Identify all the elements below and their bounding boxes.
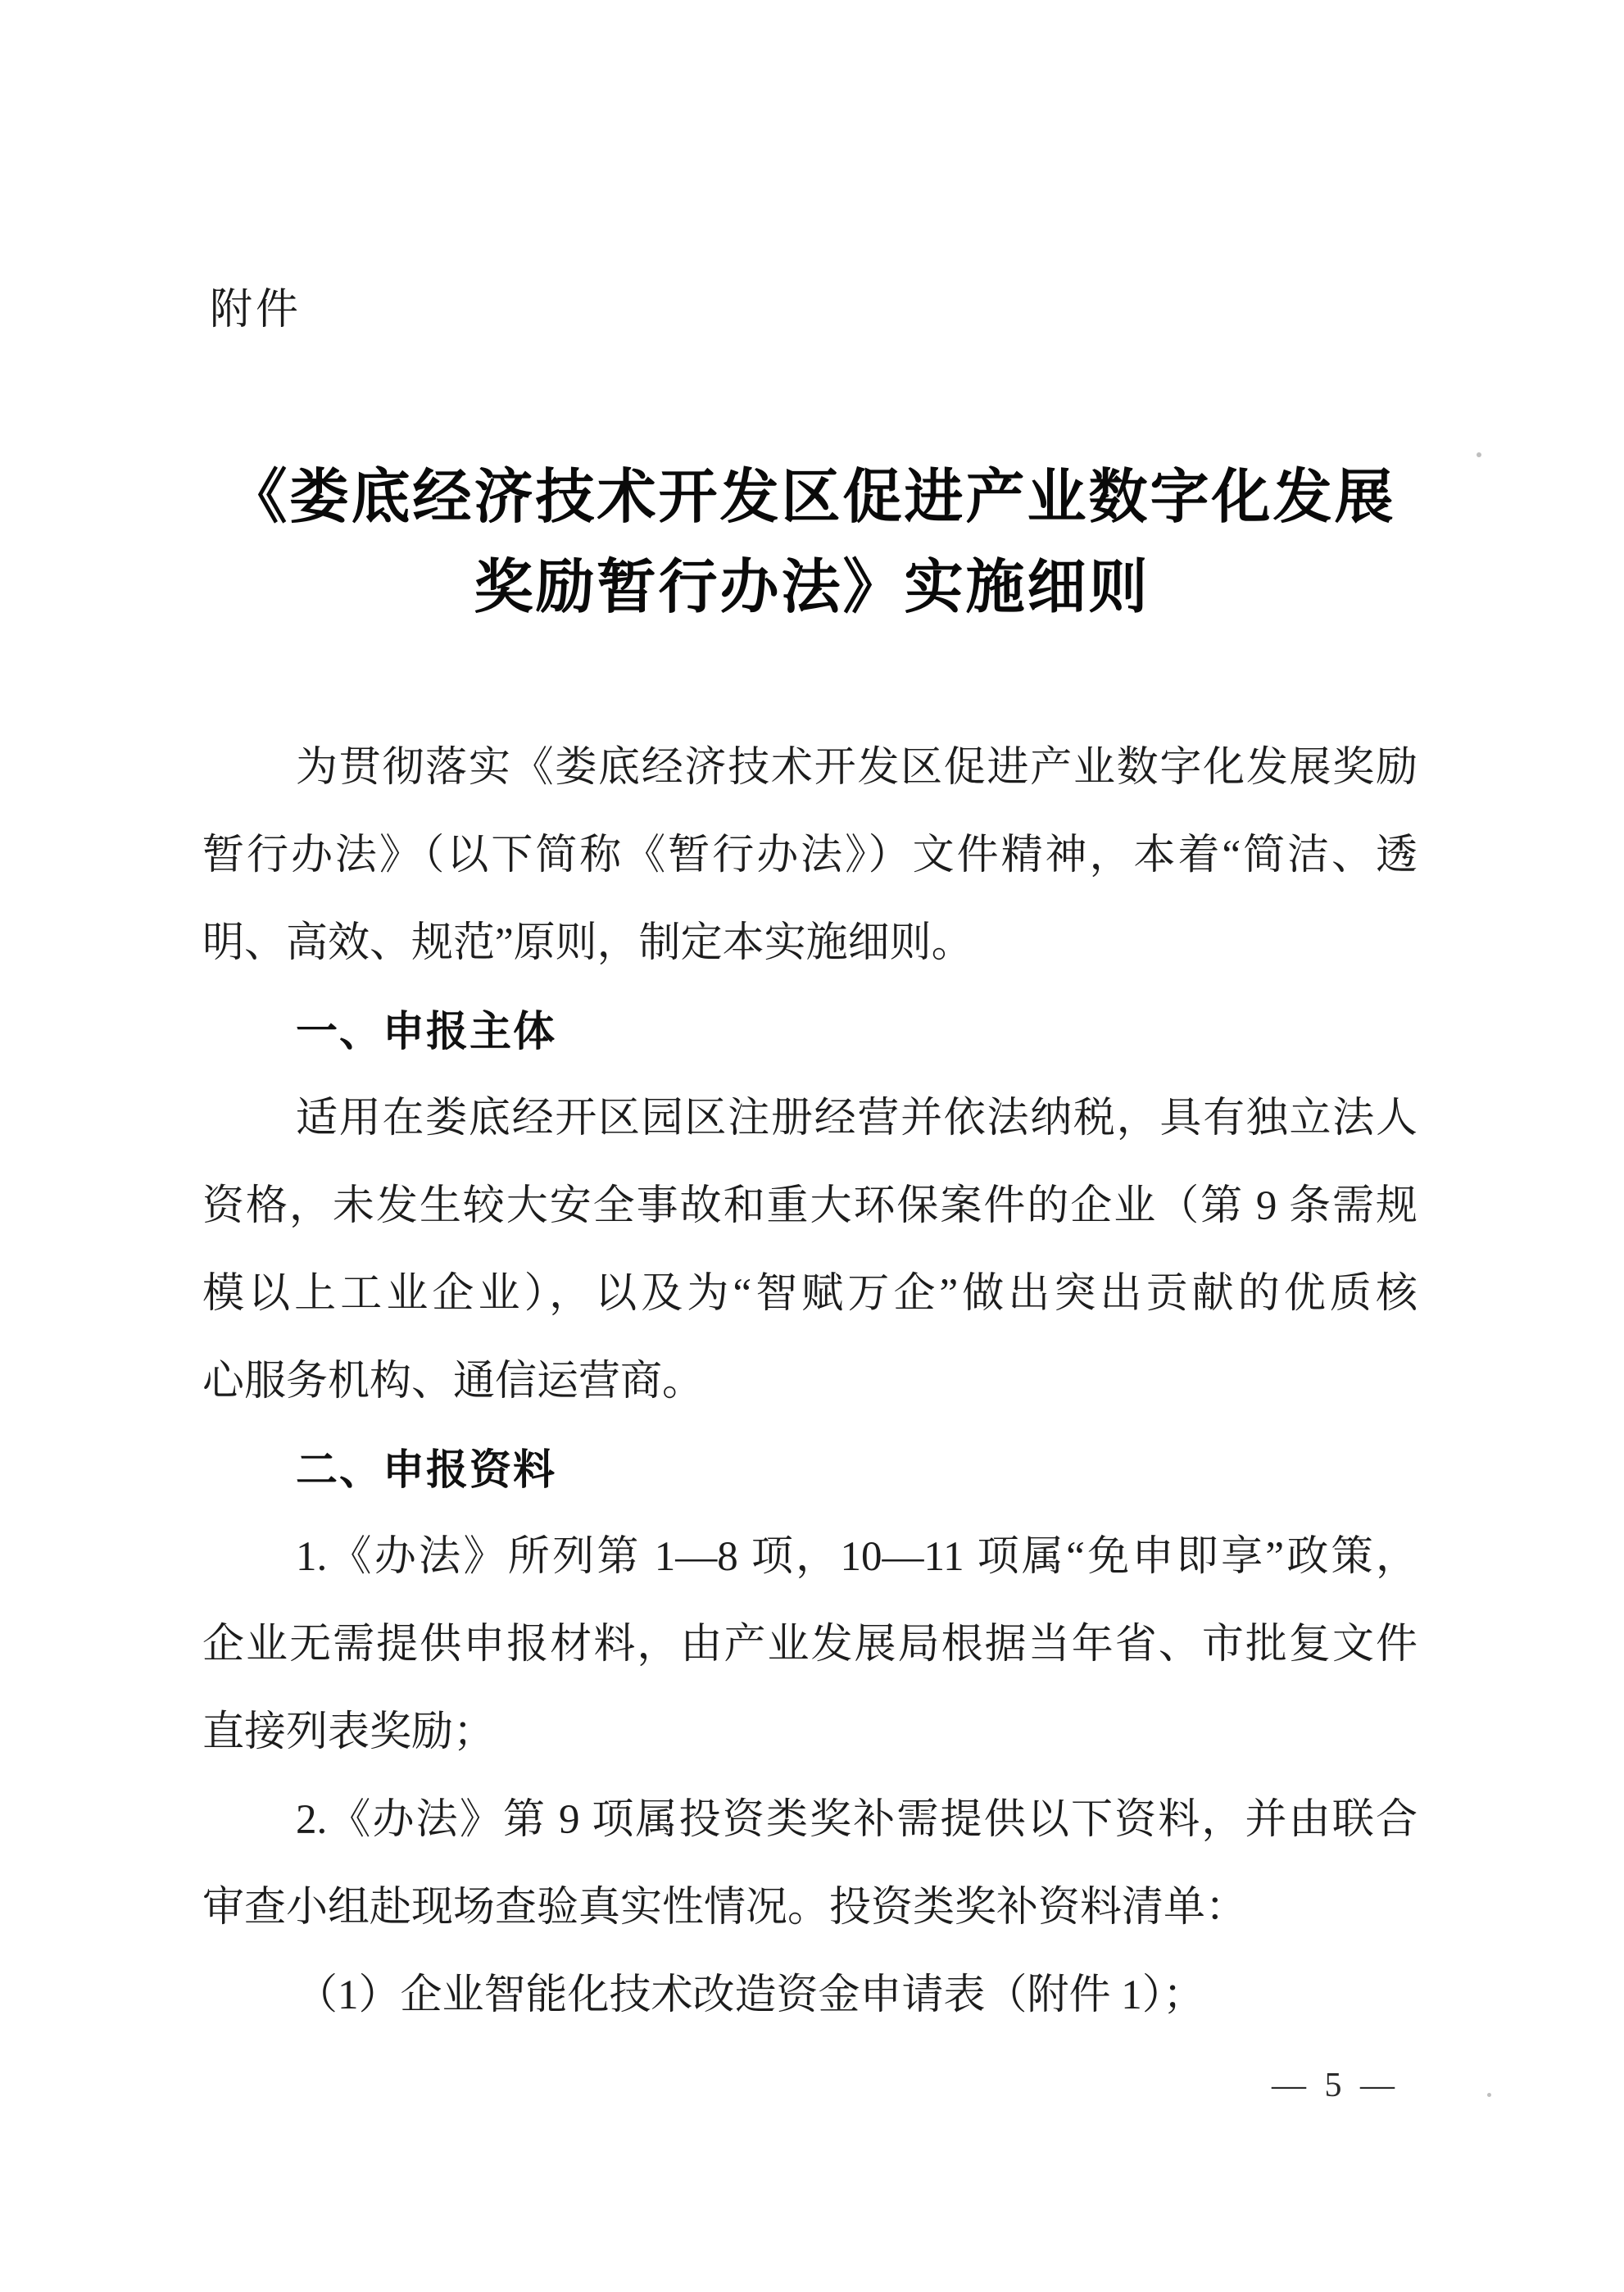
- document-title: [0, 452, 1624, 633]
- paragraph-line: 直接列表奖励；: [202, 1709, 496, 1755]
- scan-speck: [1487, 2093, 1491, 2097]
- title-line-1: 《娄底经济技术开发区促进产业数字化发展: [228, 465, 1396, 530]
- document-body: [202, 724, 1418, 2040]
- paragraph-line: 适用在娄底经开区园区注册经营并依法纳税，具有独立法人: [296, 1096, 1418, 1141]
- paragraph-line: （1）企业智能化技术改造资金申请表（附件 1）；: [296, 1972, 1205, 2018]
- scan-speck: [1477, 452, 1481, 457]
- section-heading-2: 二、申报资料: [296, 1446, 557, 1493]
- section-heading-1: 一、申报主体: [296, 1008, 557, 1055]
- paragraph-line: 2.《办法》第 9 项属投资类奖补需提供以下资料，并由联合: [296, 1797, 1418, 1843]
- page-number: — 5 —: [1272, 2067, 1399, 2104]
- paragraph-line: 企业无需提供申报材料，由产业发展局根据当年省、市批复文件: [202, 1622, 1418, 1668]
- paragraph-line: 审查小组赴现场查验真实性情况。投资类奖补资料清单：: [202, 1885, 1248, 1931]
- paragraph-line: 资格，未发生较大安全事故和重大环保案件的企业（第 9 条需规: [202, 1183, 1418, 1229]
- paragraph-line: 1.《办法》所列第 1—8 项，10—11 项属“免申即享”政策，: [296, 1534, 1418, 1580]
- paragraph-line: 为贯彻落实《娄底经济技术开发区促进产业数字化发展奖励: [296, 745, 1418, 791]
- paragraph-line: 暂行办法》（以下简称《暂行办法》）文件精神，本着“简洁、透: [202, 833, 1418, 878]
- attachment-label: 附件: [210, 286, 302, 334]
- title-line-2: 奖励暂行办法》实施细则: [474, 555, 1150, 620]
- paragraph-line: 明、高效、规范”原则，制定本实施细则。: [202, 920, 973, 966]
- paragraph-line: 心服务机构、通信运营商。: [202, 1359, 705, 1405]
- paragraph-line: 模以上工业企业），以及为“智赋万企”做出突出贡献的优质核: [202, 1271, 1418, 1317]
